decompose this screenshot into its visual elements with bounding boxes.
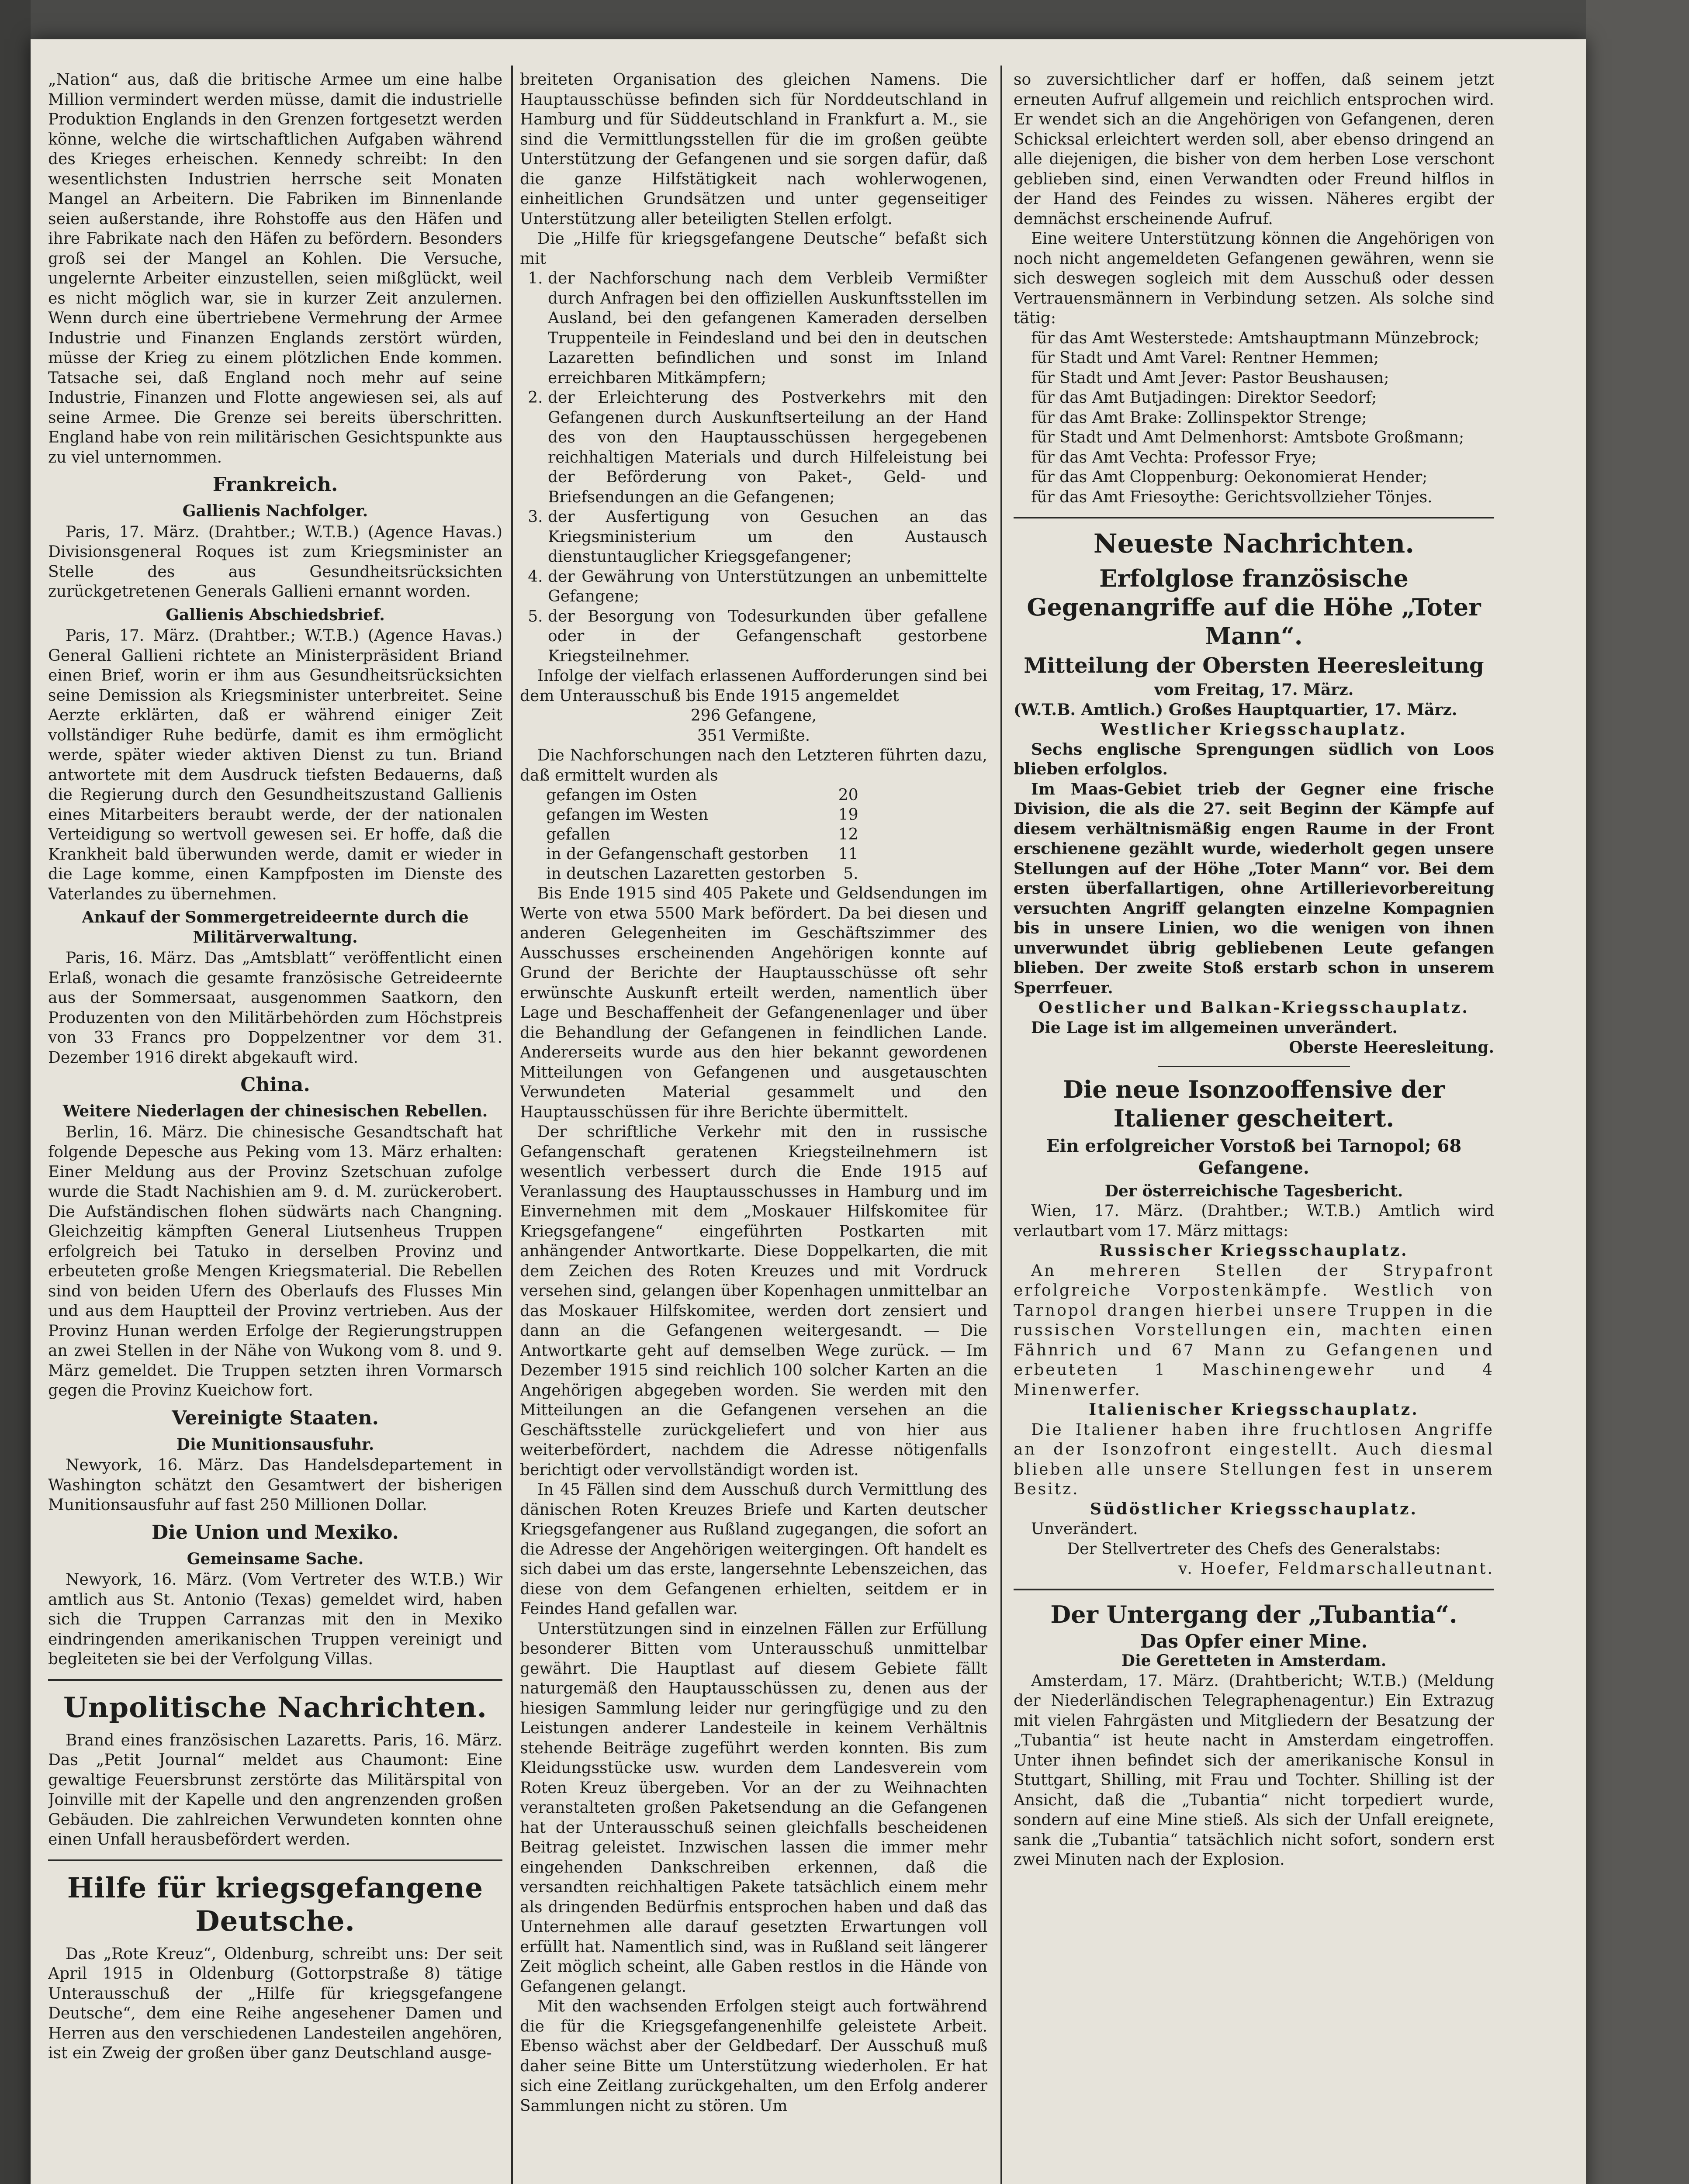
divider [1014,517,1494,518]
page-edge [1586,0,1689,2184]
column-rule [1000,66,1002,2184]
divider [1014,1589,1494,1590]
book-binding [0,0,31,2184]
subheading-ital: Italienischer Kriegsschauplatz. [1089,1400,1419,1419]
list-item: für Stadt und Amt Varel: Rentner Hemmen; [1031,349,1379,367]
stat-label: gefangen im Westen [546,806,709,824]
headline-ohl: Mitteilung der Obersten Heeresleitung [1024,653,1484,678]
task-list [520,269,987,666]
article-text: Berlin, 16. März. Die chinesische Gesandtschaft hat folgende Depesche aus Peking vom 13. März erhalten: Einer Meldung aus der Provinz Szetschuan zufolge wurde die Stadt Nachishien am 9. d. M. zurückerobert. Die Aufständischen flohen südwärts nach Changning. Gleichzeitig kämpften General Liutsenheus Truppen erfolgreich bei Tatuko in derselben Provinz und erbeuteten große Mengen Kriegsmaterial. Die Rebellen sind von beiden Ufern des Oberlaufs des Flusses Min und aus dem Hauptteil der Provinz vertrieben. Aus der Provinz Hunan werden Erfolge der Regierungstruppen an zwei Stellen in der Nähe von Wukong vom 8. und 9. März gemeldet. Die Truppen setzten ihren Vormarsch gegen die Provinz Kueichow fort. [48,1123,502,1400]
signature: Oberste Heeresleitung. [1289,1038,1494,1057]
article-text: In 45 Fällen sind dem Ausschuß durch Vermittlung des dänischen Roten Kreuzes Briefe und Karten deutscher Kriegsgefangener aus Rußland zugegangen, die sofort an die Adresse der Angehörigen weitergingen. Oft handelt es sich dabei um das erste, langersehnte Lebenszeichen, das diese von dem Gefangenen erhielten, seitdem er in Feindes Hand gefallen war. [520,1481,987,1618]
list-item: 1. der Nachforschung nach dem Verbleib Vermißter durch Anfragen bei den offiziellen Auskunftsstellen im Ausland, bei den gefangenen Kameraden derselben Truppenteile in Feindesland und bei den in deutschen Lazaretten befindlichen und sonst im Inland erreichbaren Mitkämpfern; [548,269,987,388]
article-text: Im Maas-Gebiet trieb der Gegner eine frische Division, die als die 27. seit Beginn der Kämpfe auf diesem verhältnismäßig engen Raume in der Front erschienene gezählt wurde, wiederholt gegen unsere Stellungen auf der Höhe „Toter Mann“ vor. Bei dem ersten überfallartigen, ohne Artillerievorbereitung versuchten Angriff gelangten einzelne Kompagnien bis in unsere Linien, wo die wenigen von ihnen unverwundet übrig gebliebenen Leute gefangen blieben. Der zweite Stoß erstarb schon in unserem Sperrfeuer. [1014,780,1494,997]
article-text: breiteten Organisation des gleichen Namens. Die Hauptausschüsse befinden sich für Norddeutschland in Hamburg und für Süddeutschland in Frankfurt a. M., sie sind die Vermittlungsstellen für die im großen geübte Unterstützung der Gefangenen und sie sorgen dafür, daß die ganze Hilfstätigkeit nach wohlerwogenen, einheitlichen Grundsätzen und unter gegenseitiger Unterstützung aller beteiligten Stellen erfolgt. [520,71,987,228]
section-heading-usa: Vereinigte Staaten. [172,1406,379,1429]
list-item: 5. der Besorgung von Todesurkunden über gefallene oder in der Gefangenschaft gestorbene Kriegsteilnehmer. [548,607,987,667]
section-heading-neueste: Neueste Nachrichten. [1093,529,1415,559]
section-heading-frankreich: Frankreich. [212,473,338,496]
article-text: so zuversichtlicher darf er hoffen, daß seinem jetzt erneuten Aufruf allgemein und reichlich entsprochen wird. Er wendet sich an die Angehörigen von Gefangenen, deren Schicksal erleichtert werden soll, aber ebenso dringend an alle diejenigen, die bisher von dem herben Lose verschont geblieben sind, einen Verwandten oder Freund hilflos in der Hand des Feindes zu wissen. Näheres ergibt der demnächst erscheinende Aufruf. [1014,71,1494,228]
article-text: Die Lage ist im allgemeinen unverändert. [1031,1018,1398,1037]
article-text: Die Italiener haben ihre fruchtlosen Angriffe an der Isonzofront eingestellt. Auch diesmal blieben alle unsere Stellungen fest in unserem Besitz. [1014,1420,1494,1498]
headline-tarnopol: Ein erfolgreicher Vorstoß bei Tarnopol; 68 Gefangene. [1046,1135,1462,1178]
dateline: (W.T.B. Amtlich.) Großes Hauptquartier, 17. März. [1014,700,1457,719]
headline-china: Weitere Niederlagen der chinesischen Rebellen. [62,1102,488,1120]
section-heading-unpolitisch: Unpolitische Nachrichten. [63,1691,487,1724]
article-text: Mit den wachsenden Erfolgen steigt auch fortwährend die für die Kriegsgefangenenhilfe geleistete Arbeit. Ebenso wächst aber der Geldbedarf. Der Ausschuß muß daher seine Bitte um Unterstützung wiederholen. Er hat sich eine Zeitlang zurückgehalten, um den Erfolg anderer Sammlungen nicht zu stören. Um [520,1997,987,2115]
table-row [546,785,863,805]
list-item: 3. der Ausfertigung von Gesuchen an das Kriegsministerium um den Austausch dienstuntauglicher Kriegsgefangener; [548,507,987,567]
count-gefangene: 296 Gefangene, [690,707,817,725]
article-text: Bis Ende 1915 sind 405 Pakete und Geldsendungen im Werte von etwa 5500 Mark befördert. Da bei diesen und anderen Gelegenheiten im Geschäftszimmer des Ausschusses erscheinenden Angehörigen konnte auf Grund der Berichte der Hauptausschüsse oft sehr erwünschte Auskunft erteilt werden, namentlich über Lage und Beschaffenheit der Gefangenenlager und über die Behandlung der Gefangenen in feindlichen Lande. Andererseits wurde aus den hier bekannt gewordenen Mitteilungen von Gefangenen und ausgetauschten Verwundeten Material gesammelt und den Hauptausschüssen für ihre Berichte übermittelt. [520,885,987,1121]
headline-opfer: Das Opfer einer Mine. [1140,1630,1368,1652]
stat-value: 19 [838,806,858,824]
list-item: für das Amt Vechta: Professor Frye; [1031,448,1317,467]
list-item: 4. der Gewährung von Unterstützungen an unbemittelte Gefangene; [548,567,987,607]
table-row [546,805,863,825]
headline-tubantia: Der Untergang der „Tubantia“. [1050,1600,1457,1628]
stat-value: 20 [838,786,858,804]
column-rule [511,66,513,2184]
table-row [546,825,863,844]
list-item: für das Amt Butjadingen: Direktor Seedorf; [1031,389,1377,407]
divider [48,1679,502,1681]
section-heading-china: China. [240,1074,310,1096]
list-item: 2. der Erleichterung des Postverkehrs mit den Gefangenen durch Auskunftserteilung an der Hand des von den Hauptausschüssen hergegebenen reichhaltigen Materials und durch Hilfeleistung bei der Beförderung von Paket-, Geld- und Briefsendungen an die Gefangenen; [548,388,987,507]
headline-isonzo: Die neue Isonzooffensive der Italiener gescheitert. [1063,1075,1445,1132]
stat-label: gefangen im Osten [546,786,697,804]
stats-table [546,785,863,884]
list-item: für Stadt und Amt Jever: Pastor Beushausen; [1031,369,1389,387]
signature: v. Hoefer, Feldmarschalleutnant. [1178,1560,1494,1578]
subheading-west: Westlicher Kriegsschauplatz. [1101,720,1407,739]
subheading-sued: Südöstlicher Kriegsschauplatz. [1090,1500,1418,1518]
article-text: Paris, 17. März. (Drahtber.; W.T.B.) (Agence Havas.) Divisionsgeneral Roques ist zum Kriegsminister an Stelle des aus Gesundheitsrücksichten zurückgetretenen Generals Gallieni ernannt worden. [48,523,502,601]
subheading-russ: Russischer Kriegsschauplatz. [1099,1241,1409,1260]
list-item: für das Amt Brake: Zollinspektor Strenge; [1031,408,1367,427]
headline-gerettet: Die Geretteten in Amsterdam. [1121,1652,1387,1670]
article-text: Brand eines französischen Lazaretts. Paris, 16. März. Das „Petit Journal“ meldet aus Chaumont: Eine gewaltige Feuersbrunst zerstörte das Militärspital von Joinville mit der Kapelle und den angrenzenden großen Gebäuden. Die zahlreichen Verwundeten konnten ohne einen Unfall herausbefördert werden. [48,1731,502,1849]
headline-munition: Die Munitionsausfuhr. [176,1435,374,1454]
article-text: Paris, 16. März. Das „Amtsblatt“ veröffentlicht einen Erlaß, wonach die gesamte französische Getreideernte aus der Sommersaat, ausgenommen Saatkorn, den Produzenten von den Militärbehörden zum Höchstpreis von 33 Francs pro Doppelzentner vor dem 31. Dezember 1916 direkt abgekauft wird. [48,949,502,1067]
agent-list [1014,328,1494,508]
article-text: Unterstützungen sind in einzelnen Fällen zur Erfüllung besonderer Bitten vom Unterausschuß unmittelbar gewährt. Die Hauptlast auf diesem Gebiete fällt naturgemäß den Hauptausschüssen zu, denen aus der hiesigen Sammlung leider nur geringfügige und zu den Leistungen anderer Landesteile in keinem Verhältnis stehende Beiträge zugeführt werden konnten. Bis zum Kleidungsstücke usw. wurden dem Landesverein vom Roten Kreuz übergeben. Vor an der zu Weihnachten veranstalteten großen Paketsendung an die Gefangenen hat der Unterausschuß seinen gleichfalls bescheidenen Beitrag geleistet. Inzwischen lassen die immer mehr eingehenden Dankschreiben erkennen, daß die versandten reichhaltigen Pakete tatsächlich einem mehr als dringenden Bedürfnis entsprochen haben und daß das Unternehmen alle darauf gesetzten Erwartungen voll erfüllt hat. Namentlich sind, was in Rußland seit längerer Zeit möglich scheint, alle Gaben restlos in die Hände von Gefangenen gelangt. [520,1620,987,1996]
stat-value: 12 [838,826,858,843]
headline-gallieni: Gallienis Nachfolger. [182,502,368,520]
count-vermisste: 351 Vermißte. [697,726,810,745]
subheading-ost: Oestlicher und Balkan-Kriegsschauplatz. [1038,999,1469,1017]
headline-ankauf: Ankauf der Sommergetreideernte durch die Militärverwaltung. [82,908,469,947]
section-heading-mexiko: Die Union und Mexiko. [151,1521,399,1544]
column-2 [520,70,987,2184]
divider [48,1859,502,1861]
article-text: Das „Rote Kreuz“, Oldenburg, schreibt uns: Der seit April 1915 in Oldenburg (Gottorpstraße 8) tätige Unterausschuß der „Hilfe für kriegsgefangene Deutsche“, dem eine Reihe angesehener Damen und Herren aus den verschiedenen Landesteilen angehören, ist ein Zweig der großen über ganz Deutschland ausge- [48,1945,502,2062]
england-article: „Nation“ aus, daß die britische Armee um eine halbe Million vermindert werden müsse, damit die industrielle Produktion Englands in den Grenzen fortgesetzt werden könne, welche die wirtschaftlichen Aufgaben während des Krieges erheischen. Kennedy schreibt: In den wesentlichsten Industrien herrsche seit Monaten Mangel an Arbeitern. Die Fabriken im Binnenlande seien außerstande, ihre Rohstoffe aus den Häfen und ihre Fabrikate nach den Häfen zu befördern. Besonders groß sei der Mangel an Kohlen. Die Versuche, ungelernte Arbeiter einzustellen, seien mißglückt, weil es nicht möglich war, sie in kurzer Zeit anzulernen. Wenn durch eine übertriebene Vermehrung der Armee Industrie und Finanzen Englands zerstört würden, müsse der Krieg zu einem plötzlichen Ende kommen. Tatsache sei, daß England noch mehr auf seine Industrie, Finanzen und Flotte angewiesen sei, als auf seine Armee. Die Grenze sei bereits überschritten. England habe von rein militärischen Gesichtspunkte aus zu viel unternommen. [48,71,502,467]
stat-label: gefallen [546,826,610,843]
list-item: für Stadt und Amt Delmenhorst: Amtsbote Großmann; [1031,429,1464,446]
article-text: Amsterdam, 17. März. (Drahtbericht; W.T.B.) (Meldung der Niederländischen Telegraphenagentur.) Ein Extrazug mit vielen Fahrgästen und Mitgliedern der Besatzung der „Tubantia“ ist heute nacht in Amsterdam eingetroffen. Unter ihnen befindet sich der amerikanische Konsul in Stuttgart, Shilling, mit Frau und Tochter. Shilling ist der Ansicht, daß die „Tubantia“ nicht torpediert wurde, sondern auf eine Mine stieß. Als sich der Unfall ereignete, sank die „Tubantia“ tatsächlich nicht sofort, sondern erst zwei Minuten nach der Explosion. [1014,1672,1494,1869]
headline-date: vom Freitag, 17. März. [1154,681,1354,699]
article-text: Newyork, 16. März. Das Handelsdepartement in Washington schätzt den Gesamtwert der bisherigen Munitionsausfuhr auf fast 250 Millionen Dollar. [48,1456,502,1514]
article-text: Der schriftliche Verkehr mit den in russische Gefangenschaft geratenen Kriegsteilnehmern ist wesentlich verbessert durch die Ende 1915 auf Veranlassung des Hauptausschusses in Hamburg und im Einvernehmen mit dem „Moskauer Hilfskomitee für Kriegsgefangene“ eingeführten Postkarten mit anhängender Antwortkarte. Diese Doppelkarten, die mit dem Zeichen des Roten Kreuzes und mit Vordruck versehen sind, gelangen über Kopenhagen unmittelbar an das Moskauer Hilfskomitee, werden dort zensiert und dann an die Gefangenen weitergesandt. — Die Antwortkarte geht auf demselben Wege zurück. — Im Dezember 1915 sind reichlich 100 solcher Karten an die Angehörigen abgegeben worden. Sie werden mit den Mitteilungen an die Gefangenen versehen an die Geschäftsstelle zurückgeliefert und von hier aus weiterbefördert, nachdem die Adresse nötigenfalls berichtigt oder vervollständigt worden ist. [520,1123,987,1479]
divider [1158,1066,1350,1067]
headline-toter-mann: Erfolglose französische Gegenangriffe auf die Höhe „Toter Mann“. [1027,564,1481,650]
stat-value: 11 [838,845,858,863]
headline-hilfe: Hilfe für kriegsgefangene Deutsche. [67,1871,484,1938]
article-text: Paris, 17. März. (Drahtber.; W.T.B.) (Agence Havas.) General Gallieni richtete an Ministerpräsident Briand einen Brief, worin er ihm aus Gesundheitsrücksichten seine Demission als Kriegsminister unterbreitet. Seine Aerzte erklärten, daß er während einiger Zeit vollständiger Ruhe bedürfe, damit es ihm ermöglicht werde, später wieder aktiven Dienst zu tun. Briand antwortete mit dem Ausdruck tiefsten Bedauerns, daß die Regierung durch den Gesundheitszustand Gallienis eines Mitarbeiters beraubt werde, der der nationalen Verteidigung so wertvoll gewesen sei. Er hoffe, daß die Krankheit bald überwunden werde, damit er wieder in die Lage komme, einen Kampfposten im Dienste des Vaterlandes zu übernehmen. [48,627,502,903]
article-text: Sechs englische Sprengungen südlich von Loos blieben erfolglos. [1014,740,1494,778]
table-row [546,844,863,864]
table-row [546,864,863,884]
article-text: Wien, 17. März. (Drahtber.; W.T.B.) Amtlich wird verlautbart vom 17. März mittags: [1014,1202,1494,1240]
list-item: für das Amt Friesoythe: Gerichtsvollzieher Tönjes. [1031,488,1433,506]
column-1 [48,70,502,2184]
article-text: Eine weitere Unterstützung können die Angehörigen von noch nicht angemeldeten Gefangenen gewähren, wenn sie sich deswegen sogleich mit dem Ausschuß oder dessen Vertrauensmännern in Verbindung setzen. Als solche sind tätig: [1014,230,1494,327]
article-text: Newyork, 16. März. (Vom Vertreter des W.T.B.) Wir amtlich aus St. Antonio (Texas) gemeldet wird, haben sich die Truppen Carranzas mit den in Mexiko eindringenden amerikanischen Truppen vereinigt und begleiteten sie bei der Verfolgung Villas. [48,1571,502,1668]
article-text: Die „Hilfe für kriegsgefangene Deutsche“ befaßt sich mit [520,230,987,268]
column-3 [1014,70,1494,2184]
article-text: Infolge der vielfach erlassenen Aufforderungen sind bei dem Unterausschuß bis Ende 1915 angemeldet [520,667,987,705]
stat-label: in der Gefangenschaft gestorben [546,845,809,863]
headline-abschied: Gallienis Abschiedsbrief. [166,605,385,624]
article-text: Die Nachforschungen nach den Letzteren führten dazu, daß ermittelt wurden als [520,746,987,784]
stat-value: 5. [843,865,858,883]
stat-label: in deutschen Lazaretten gestorben [546,865,825,883]
list-item: für das Amt Cloppenburg: Oekonomierat Hender; [1031,468,1428,486]
signature-line: Der Stellvertreter des Chefs des Generalstabs: [1067,1540,1441,1558]
headline-oesterr: Der österreichische Tagesbericht. [1104,1182,1403,1200]
article-text: Unverändert. [1031,1520,1138,1538]
article-text: An mehreren Stellen der Strypafront erfolgreiche Vorpostenkämpfe. Westlich von Tarnopol drangen hierbei unsere Truppen in die russischen Vorstellungen ein, machten einen Fähnrich und 67 Mann zu Gefangenen und erbeuteten 1 Maschinengewehr und 4 Minenwerfer. [1014,1261,1494,1399]
headline-gemeinsam: Gemeinsame Sache. [187,1549,364,1568]
list-item: für das Amt Westerstede: Amtshauptmann Münzebrock; [1031,329,1479,347]
